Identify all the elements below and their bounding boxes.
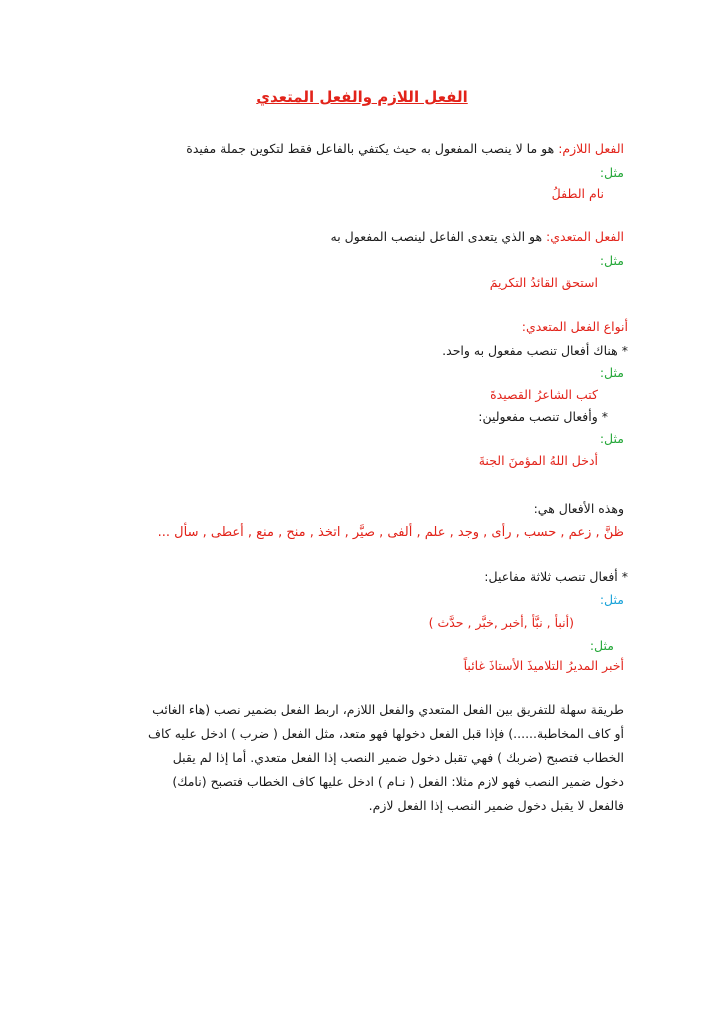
types-three-objects-label-2: مثل: [589, 638, 614, 653]
types-one-object-label: مثل: [599, 365, 624, 380]
method-line: طريقة سهلة للتفريق بين الفعل المتعدي والفعل اللازم، اربط الفعل بضمير نصب (هاء الغائب [152, 702, 624, 717]
types-two-objects-example: أدخل اللهُ المؤمنَ الجنةَ [478, 453, 598, 468]
method-line: دخول ضمير النصب فهو لازم مثلا: الفعل ( نـام ) ادخل عليها كاف الخطاب فتصبح (نامك) [172, 774, 624, 789]
page-title: الفعل اللازم والفعل المتعدي [256, 88, 468, 106]
types-one-object: * هناك أفعال تنصب مفعول به واحد. [442, 343, 628, 358]
types-one-object-example: كتب الشاعرُ القصيدةَ [490, 387, 598, 402]
method-line: الخطاب فتصبح (ضربك ) فهي تقبل دخول ضمير النصب إذا الفعل متعدي. أما إذا لم يقبل [172, 750, 624, 765]
types-three-objects-label: مثل: [599, 592, 624, 607]
verbs-list: ظنَّ , زعم , حسب , رأى , وجد , علم , ألفى , صيَّر , اتخذ , منح , منع , أعطى , سأل ... [157, 525, 624, 540]
types-three-objects-example: أخبر المديرُ التلاميذَ الأستاذَ غائباً [463, 658, 624, 673]
mutaaddi-example: استحق القائدُ التكريمَ [489, 275, 598, 290]
types-heading: أنواع الفعل المتعدي: [521, 319, 628, 334]
mutaaddi-definition-line [60, 228, 624, 246]
lazim-definition: هو ما لا ينصب المفعول به حيث يكتفي بالفاعل فقط لتكوين جملة مفيدة [186, 141, 559, 156]
types-two-objects-label: مثل: [599, 431, 624, 446]
types-two-objects: * وأفعال تنصب مفعولين: [478, 409, 608, 424]
lazim-definition-line [60, 140, 624, 158]
mutaaddi-example-label: مثل: [599, 253, 624, 268]
lazim-example: نام الطفلُ [551, 186, 604, 201]
mutaaddi-definition: هو الذي يتعدى الفاعل لينصب المفعول به [330, 229, 547, 244]
lazim-term: الفعل اللازم: [558, 141, 624, 156]
lazim-example-label: مثل: [599, 165, 624, 180]
mutaaddi-term: الفعل المتعدي: [546, 229, 624, 244]
method-line: فالفعل لا يقبل دخول ضمير النصب إذا الفعل لازم. [368, 798, 624, 813]
method-line: أو كاف المخاطبة......) فإذا قبل الفعل دخولها فهو متعد، مثل الفعل ( ضرب ) ادخل عليه كاف [148, 726, 624, 741]
types-three-objects-verbs: (أنبأ , نبَّأ ,أخبر ,خبَّر , حدَّث ) [428, 615, 574, 630]
verbs-intro: وهذه الأفعال هي: [533, 501, 624, 516]
method-paragraph [99, 698, 624, 818]
types-three-objects: * أفعال تنصب ثلاثة مفاعيل: [484, 569, 628, 584]
